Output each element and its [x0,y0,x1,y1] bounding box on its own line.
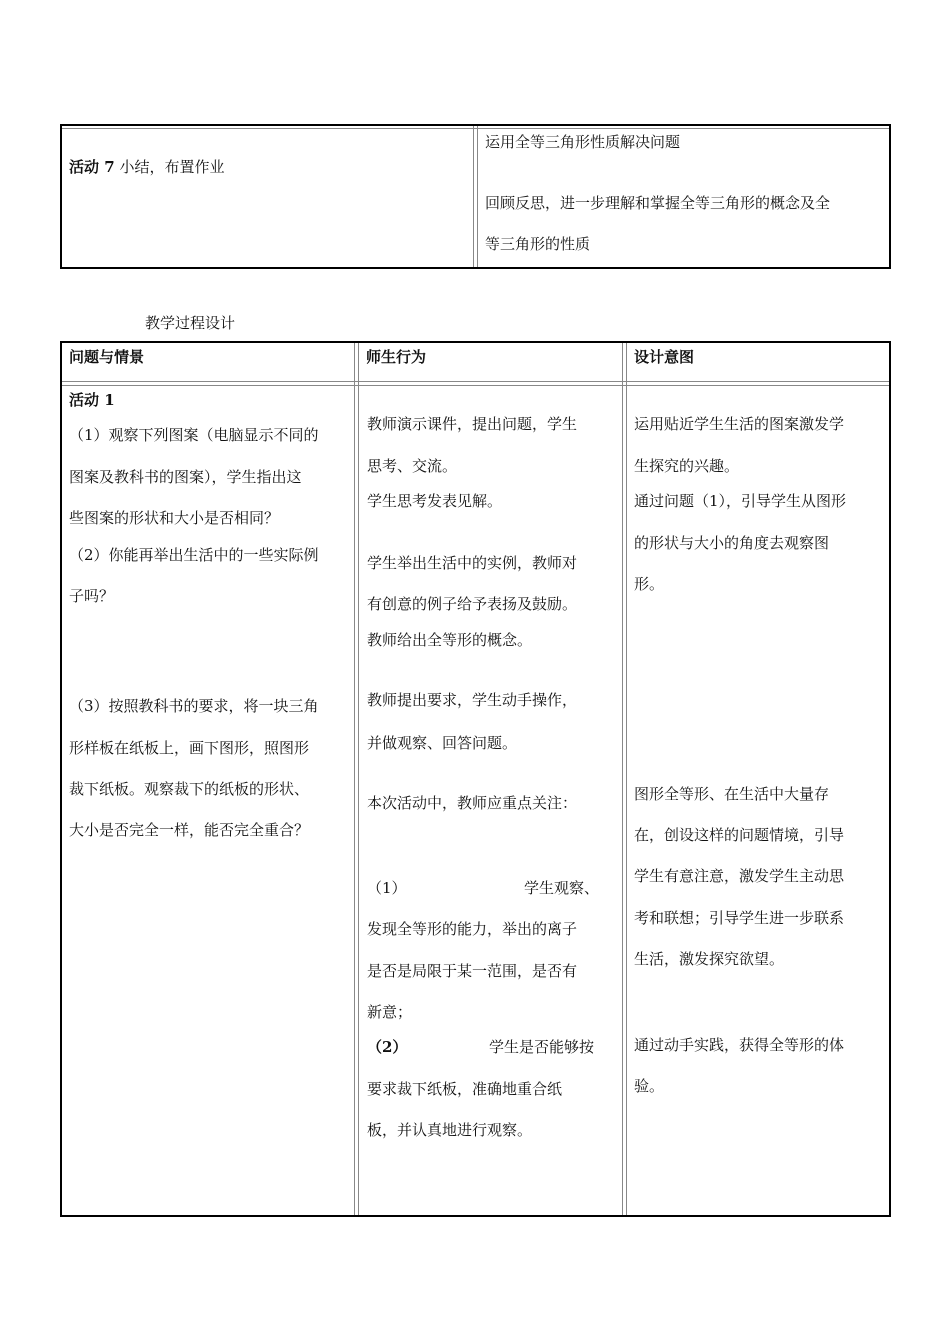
behavior-line: 本次活动中，教师应重点关注： [367,794,578,812]
table-border [62,128,889,129]
question-line: 大小是否完全一样，能否完全重合？ [69,821,310,839]
intent-line: 验。 [634,1077,665,1095]
intent-line: 生活，激发探究欲望。 [634,950,785,968]
behavior-line: 新意； [367,1003,413,1021]
intent-line: 形。 [634,575,665,593]
column-divider [622,343,623,1215]
column-divider [473,126,474,267]
intent-line: 通过动手实践，获得全等形的体 [634,1036,845,1054]
intent-line: 通过问题（1），引导学生从图形 [634,492,847,510]
behavior-line: 板，并认真地进行观察。 [367,1121,533,1139]
question-line: 些图案的形状和大小是否相同？ [69,509,280,527]
intent-line: 生探究的兴趣。 [634,457,740,475]
intent-line: 运用贴近学生生活的图案激发学 [634,415,845,433]
header-divider [62,385,889,386]
behavior-line: 教师提出要求，学生动手操作， [367,691,578,709]
intent-line: 的形状与大小的角度去观察图 [634,534,830,552]
summary-line-2: 回顾反思，进一步理解和掌握全等三角形的概念及全 [485,194,831,212]
behavior-line: 并做观察、回答问题。 [367,734,518,752]
behavior-line: 学生是否能够按 [489,1038,595,1056]
behavior-line: 思考、交流。 [367,457,458,475]
column-divider [626,343,627,1215]
question-line: 图案及教科书的图案），学生指出这 [69,468,302,486]
header-divider [62,381,889,382]
behavior-line: 学生举出生活中的实例，教师对 [367,554,578,572]
behavior-line: 要求裁下纸板，准确地重合纸 [367,1080,563,1098]
question-line: 裁下纸板。观察裁下的纸板的形状、 [69,780,310,798]
behavior-line: 教师演示课件，提出问题，学生 [367,415,578,433]
question-line: （1）观察下列图案（电脑显示不同的 [69,426,319,444]
intent-line: 在，创设这样的问题情境，引导 [634,826,845,844]
behavior-line: 发现全等形的能力，举出的离子 [367,920,578,938]
header-question: 问题与情景 [69,348,145,366]
question-line: （3）按照教科书的要求，将一块三角 [69,697,319,715]
activity-7-label [69,157,224,177]
column-divider [354,343,355,1215]
header-behavior: 师生行为 [366,348,427,366]
behavior-line: 有创意的例子给予表扬及鼓励。 [367,595,578,613]
question-line: 子吗？ [69,587,115,605]
behavior-item-number: （1） [367,879,407,897]
behavior-line: 学生观察、 [524,879,600,897]
header-intent: 设计意图 [634,348,695,366]
intent-line: 考和联想；引导学生进一步联系 [634,909,845,927]
activity-7-title: 小结，布置作业 [114,158,225,176]
intent-line: 学生有意注意，激发学生主动思 [634,867,845,885]
behavior-item-number: （2） [367,1038,408,1056]
summary-line-1: 运用全等三角形性质解决问题 [485,133,681,151]
summary-line-3: 等三角形的性质 [485,235,591,253]
question-line: 形样板在纸板上，画下图形，照图形 [69,739,310,757]
activity-7-number: 活动 7 [69,158,115,176]
column-divider [358,343,359,1215]
intent-line: 图形全等形、在生活中大量存 [634,785,830,803]
behavior-line: 是否是局限于某一范围，是否有 [367,962,578,980]
column-divider [477,126,478,267]
behavior-line: 教师给出全等形的概念。 [367,631,533,649]
behavior-line: 学生思考发表见解。 [367,492,503,510]
activity-1-label: 活动 1 [69,391,115,409]
question-line: （2）你能再举出生活中的一些实际例 [69,546,319,564]
section-caption: 教学过程设计 [145,314,236,332]
